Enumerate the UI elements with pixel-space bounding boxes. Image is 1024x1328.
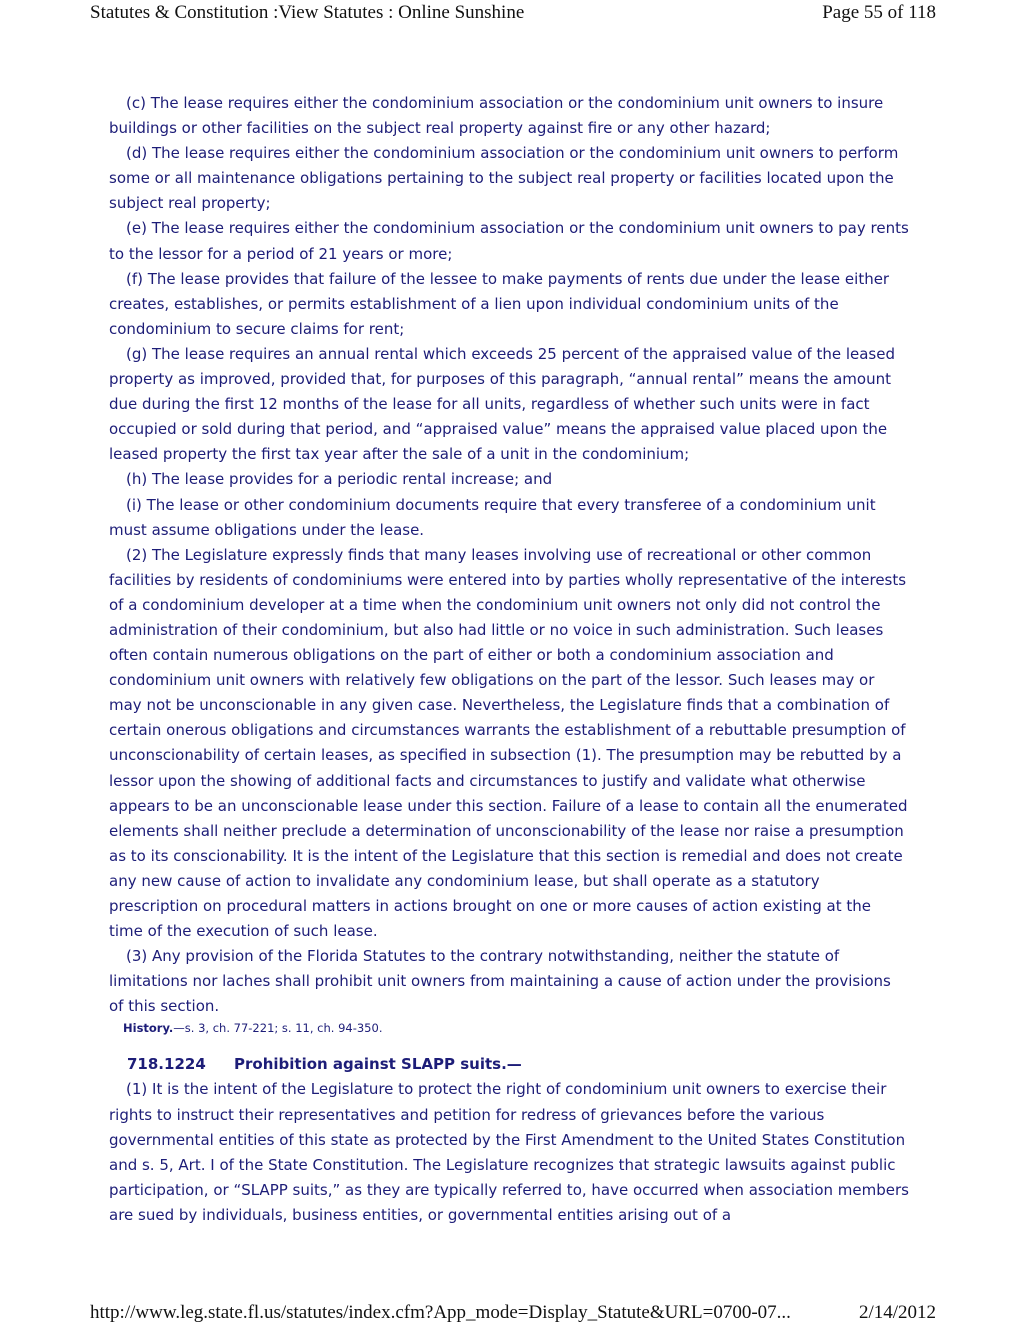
paragraph-d: (d) The lease requires either the condominium association or the condominium unit owners to perform some or all maintenance obligations pertaining to the subject real property or facilities located upon the subject real property; xyxy=(109,144,899,213)
page-number: Page 55 of 118 xyxy=(822,2,936,23)
subsection-3: (3) Any provision of the Florida Statutes to the contrary notwithstanding, neither the statute of limitations nor laches shall prohibit unit owners from maintaining a cause of action under the provisions of this section. xyxy=(109,947,891,1016)
footer-url[interactable]: http://www.leg.state.fl.us/statutes/index.cfm?App_mode=Display_Statute&URL=0700-07... xyxy=(90,1302,791,1323)
statute-content xyxy=(109,91,909,1228)
history-text: —s. 3, ch. 77-221; s. 11, ch. 94-350. xyxy=(173,1021,383,1036)
page-header xyxy=(90,2,936,28)
section-heading xyxy=(109,1052,909,1077)
paragraph-h: (h) The lease provides for a periodic rental increase; and xyxy=(126,470,553,489)
section-number: 718.1224 xyxy=(127,1055,206,1074)
section-subsection-1: (1) It is the intent of the Legislature to protect the right of condominium unit owners to exercise their rights to instruct their representatives and petition for redress of grievances before the various governmental entities of this state as protected by the First Amendment to the United States Constitution and s. 5, Art. I of the State Constitution. The Legislature recognizes that strategic lawsuits against public participation, or “SLAPP suits,” as they are typically referred to, have occurred when association members are sued by individuals, business entities, or governmental entities arising out of a xyxy=(109,1080,909,1224)
subsection-2: (2) The Legislature expressly finds that many leases involving use of recreational or other common facilities by residents of condominiums were entered into by parties wholly representative of the interests of a condominium developer at a time when the condominium unit owners not only did not control the administration of their condominium, but also had little or no voice in such administration. Such leases often contain numerous obligations on the part of either or both a condominium association and condominium unit owners with relatively few obligations on the part of the lessor. Such leases may or may not be unconscionable in any given case. Nevertheless, the Legislature finds that a combination of certain onerous obligations and circumstances warrants the establishment of a rebuttable presumption of unconscionability of certain leases, as specified in subsection (1). The presumption may be rebutted by a lessor upon the showing of additional facts and circumstances to justify and validate what otherwise appears to be an unconscionable lease under this section. Failure of a lease to contain all the enumerated elements shall neither preclude a determination of unconscionability of the lease nor raise a presumption as to its conscionability. It is the intent of the Legislature that this section is remedial and does not create any new cause of action to invalidate any condominium lease, but shall operate as a statutory prescription on procedural matters in actions brought on one or more causes of action existing at the time of the execution of such lease. xyxy=(109,545,908,941)
paragraph-i: (i) The lease or other condominium documents require that every transferee of a condominium unit must assume obligations under the lease. xyxy=(109,495,876,539)
history-label: History. xyxy=(123,1021,174,1036)
section-title: Prohibition against SLAPP suits.— xyxy=(234,1055,522,1074)
paragraph-c: (c) The lease requires either the condominium association or the condominium unit owners to insure buildings or other facilities on the subject real property against fire or any other hazard; xyxy=(109,94,884,138)
paragraph-f: (f) The lease provides that failure of the lessee to make payments of rents due under the lease either creates, establishes, or permits establishment of a lien upon individual condominium units of the condominium to secure claims for rent; xyxy=(109,269,890,338)
footer-date: 2/14/2012 xyxy=(858,1302,936,1323)
history-note xyxy=(109,1019,909,1037)
page-footer xyxy=(90,1302,936,1328)
paragraph-g: (g) The lease requires an annual rental which exceeds 25 percent of the appraised value of the leased property as improved, provided that, for purposes of this paragraph, “annual rental” means the amount due during the first 12 months of the lease for all units, regardless of whether such units were in fact occupied or sold during that period, and “appraised value” means the appraised value placed upon the leased property the first tax year after the sale of a unit in the condominium; xyxy=(109,344,895,464)
page-header-title: Statutes & Constitution :View Statutes : Online Sunshine xyxy=(90,2,525,23)
paragraph-e: (e) The lease requires either the condominium association or the condominium unit owners to pay rents to the lessor for a period of 21 years or more; xyxy=(109,219,909,263)
